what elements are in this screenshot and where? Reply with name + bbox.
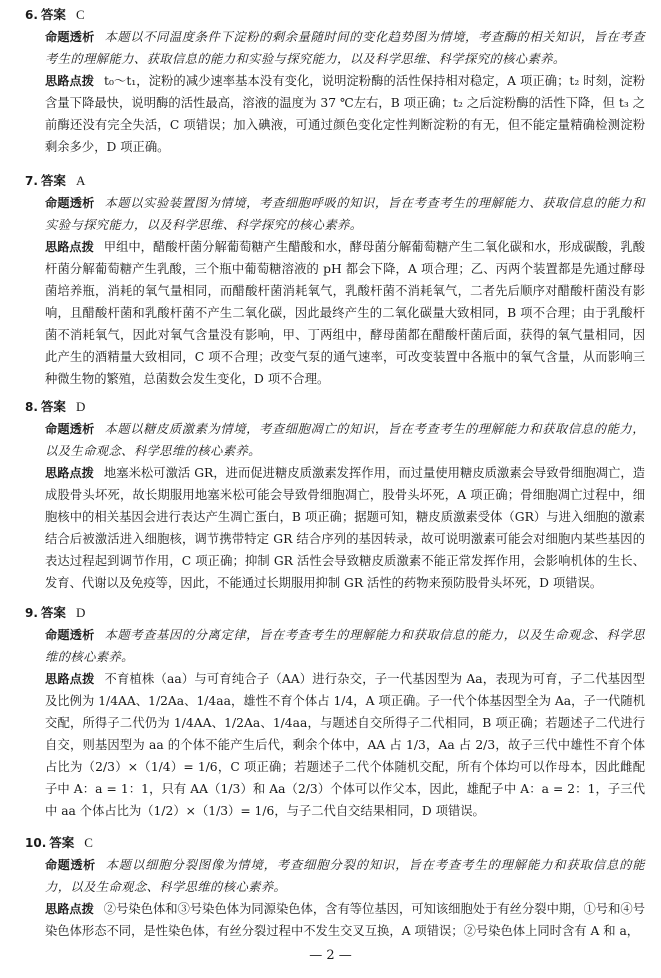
hint-label: 思路点拨	[45, 902, 94, 916]
answer-line	[25, 396, 645, 418]
answer-line	[25, 602, 645, 624]
answer-label: 答案	[40, 605, 66, 620]
hint-text: 甲组中，醋酸杆菌分解葡萄糖产生醋酸和水，酵母菌分解葡萄糖产生二氧化碳和水，形成碳酸，乳酸杆菌分解葡萄糖产生乳酸，三个瓶中葡萄糖溶液的 pH 都会下降，A 项合理；乙、丙两个装置都是先通过酵母菌培养瓶，消耗的氧气量相同，而醋酸杆菌消耗氧气，乳酸杆菌不消耗氧气，二者先后顺序对醋酸杆菌没有影响，且醋酸杆菌和乳酸杆菌不产生二氧化碳，因此最终产生的二氧化碳量大致相同，B 项不合理；由于乳酸杆菌不消耗氧气，因此对氧气含量没有影响，甲、丁两组中，酵母菌都在醋酸杆菌后面，获得的氧气量相同，因此产生的酒精量大致相同，C 项不合理；改变气泵的通气速率，可改变装置中各瓶中的氧气含量，从而影响三种微生物的繁殖，总菌数会发生变化，D 项不合理。	[45, 240, 645, 386]
answer-label: 答案	[40, 7, 66, 22]
analysis-paragraph	[45, 192, 645, 236]
answer-line	[25, 170, 645, 192]
answer-line	[25, 4, 645, 26]
analysis-text: 本题以不同温度条件下淀粉的剩余量随时间的变化趋势图为情境，考查酶的相关知识，旨在考查考生的理解能力、获取信息的能力和实验与探究能力，以及科学思维、科学探究的核心素养。	[45, 30, 645, 66]
analysis-label: 命题透析	[45, 422, 95, 436]
question-10-block	[25, 832, 645, 942]
analysis-paragraph	[45, 624, 645, 668]
answer-label: 答案	[49, 835, 75, 850]
answer-value: D	[75, 605, 86, 620]
question-6-block	[25, 4, 645, 158]
hint-label: 思路点拨	[45, 240, 94, 254]
analysis-text: 本题以实验装置图为情境，考查细胞呼吸的知识，旨在考查考生的理解能力、获取信息的能力和实验与探究能力，以及科学思维、科学探究的核心素养。	[45, 196, 645, 232]
analysis-label: 命题透析	[45, 30, 95, 44]
question-7-block	[25, 170, 645, 390]
hint-text: t₀～t₁，淀粉的减少速率基本没有变化，说明淀粉酶的活性保持相对稳定，A 项正确；t₂ 时刻，淀粉含量下降最快，说明酶的活性最高，溶液的温度为 37 ℃左右，B 项正确；t₂ 之后淀粉酶的活性下降，但 t₃ 之前酶还没有完全失活，C 项错误；加入碘液，可通过颜色变化定性判断淀粉的有无，但不能定量精确检测淀粉剩余多少，D 项正确。	[45, 74, 645, 154]
analysis-paragraph	[45, 418, 645, 462]
analysis-text: 本题以糖皮质激素为情境，考查细胞凋亡的知识，旨在考查考生的理解能力和获取信息的能力，以及生命观念、科学思维的核心素养。	[45, 422, 645, 458]
analysis-label: 命题透析	[45, 628, 95, 642]
question-number: 6.	[25, 8, 38, 22]
question-number: 7.	[25, 174, 38, 188]
hint-paragraph	[45, 70, 645, 158]
question-number: 9.	[25, 606, 38, 620]
question-8-block	[25, 396, 645, 594]
analysis-label: 命题透析	[45, 196, 95, 210]
question-number: 8.	[25, 400, 38, 414]
question-number: 10.	[25, 836, 47, 850]
answer-line	[25, 832, 645, 854]
answer-label: 答案	[40, 399, 66, 414]
analysis-text: 本题考查基因的分离定律，旨在考查考生的理解能力和获取信息的能力，以及生命观念、科学思维的核心素养。	[45, 628, 645, 664]
hint-label: 思路点拨	[45, 74, 95, 88]
page-number: — 2 —	[309, 948, 352, 963]
hint-paragraph	[45, 236, 645, 390]
analysis-paragraph	[45, 854, 645, 898]
question-9-block	[25, 602, 645, 822]
answer-value: C	[84, 835, 93, 850]
answer-value: C	[75, 7, 85, 22]
hint-text: 地塞米松可激活 GR，进而促进糖皮质激素发挥作用，而过量使用糖皮质激素会导致骨细胞凋亡，造成股骨头坏死，故长期服用地塞米松可能会导致骨细胞凋亡，股骨头坏死，A 项正确；骨细胞凋亡过程中，细胞核中的相关基因会进行表达产生凋亡蛋白，B 项正确；据题可知，糖皮质激素受体（GR）与进入细胞的激素结合后被激活进入细胞核，调节携带特定 GR 结合序列的基因转录，故可说明激素可能会对细胞内某些基因的表达过程起到调节作用，C 项正确；抑制 GR 活性会导致糖皮质激素不能正常发挥作用，会影响机体的生长、发育、代谢以及免疫等，因此，不能通过长期服用抑制 GR 活性的药物来预防股骨头坏死，D 项错误。	[45, 466, 645, 590]
hint-label: 思路点拨	[45, 466, 94, 480]
analysis-paragraph	[45, 26, 645, 70]
hint-paragraph	[45, 462, 645, 594]
analysis-text: 本题以细胞分裂图像为情境，考查细胞分裂的知识，旨在考查考生的理解能力和获取信息的能力，以及生命观念、科学思维的核心素养。	[45, 858, 646, 894]
analysis-label: 命题透析	[45, 858, 96, 872]
hint-paragraph	[45, 898, 645, 942]
hint-label: 思路点拨	[45, 672, 95, 686]
hint-paragraph	[45, 668, 645, 822]
hint-text: 不育植株（aa）与可育纯合子（AA）进行杂交，子一代基因型为 Aa，表现为可育，子二代基因型及比例为 1/4AA、1/2Aa、1/4aa，雄性不育个体占 1/4，A 项正确。子一代个体基因型全为 Aa，子一代随机交配，所得子二代仍为 1/4AA、1/2Aa、1/4aa，与题述自交所得子二代相同，B 项正确；若题述子二代进行自交，则基因型为 aa 的个体不能产生后代，剩余个体中，AA 占 1/3，Aa 占 2/3，故子三代中雄性不育个体占比为（2/3）×（1/4）= 1/6，C 项正确；若题述子二代个体随机交配，所有个体均可以作母本，因此雌配子中 A：a = 1：1，只有 AA（1/3）和 Aa（2/3）个体可以作父本，因此，雄配子中 A：a = 2：1，子三代中 aa 个体占比为（1/2）×（1/3）= 1/6，与子二代自交结果相同，D 项错误。	[45, 672, 646, 818]
answer-label: 答案	[40, 173, 66, 188]
answer-value: A	[75, 173, 86, 188]
hint-text: ②号染色体和③号染色体为同源染色体，含有等位基因，可知该细胞处于有丝分裂中期，①号和④号染色体形态不同，是性染色体，有丝分裂过程中不发生交叉互换，A 项错误；②号染色体上同时含有 A 和 a，	[45, 902, 645, 938]
answer-value: D	[75, 399, 86, 414]
